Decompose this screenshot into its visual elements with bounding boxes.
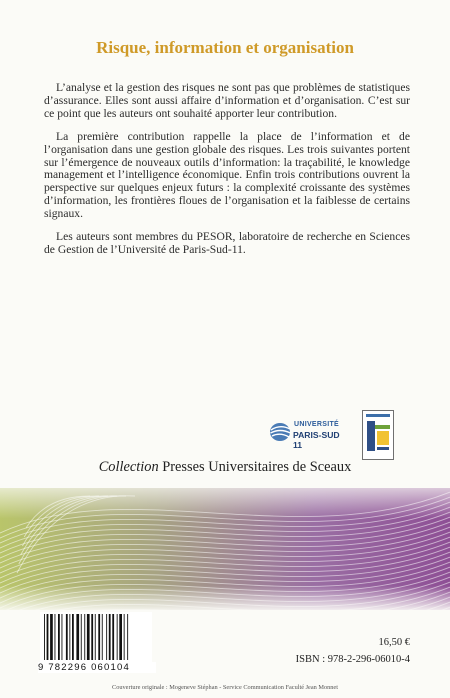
book-title: Risque, information et organisation <box>96 38 354 57</box>
barcode-bar <box>69 614 70 660</box>
isbn: ISBN : 978-2-296-06010-4 <box>295 654 410 665</box>
collection-name: Presses Universitaires de Sceaux <box>158 459 352 475</box>
barcode-bar <box>84 614 85 660</box>
decorative-wave-art <box>0 488 450 610</box>
barcode-bar <box>119 614 122 660</box>
collection-line <box>0 459 450 476</box>
barcode-bar <box>124 614 125 660</box>
paragraph-contributions: La première contribution rappelle la place de l’information et de l’organisation dans une gestion globale des risques. Les trois suivantes portent sur l’émergence de nouveaux outils d’information: la traçabilité, le knowledge management et l’intelligence économique. Enfin trois contributions ouvrent la perspective sur quelques enjeux futurs : la complexité croissante des systèmes d’information, les frontières floues de l’organisation et la faiblesse de certains signaux. <box>44 129 410 221</box>
barcode-bar <box>91 614 93 660</box>
barcode-bar <box>47 614 49 660</box>
back-cover-text <box>44 82 410 267</box>
barcode-bar <box>72 614 74 660</box>
price: 16,50 € <box>378 637 410 648</box>
barcode-bar <box>102 614 103 660</box>
barcode-bar <box>44 614 45 660</box>
paragraph-authors: Les auteurs sont membres du PESOR, laboratoire de recherche en Sciences de Gestion de l’Université de Paris-Sud-11. <box>44 230 410 256</box>
barcode-bar <box>76 614 79 660</box>
barcode-bar <box>109 614 111 660</box>
barcode-bar <box>66 614 68 660</box>
cover-credits: Couverture originale : Mogeneve Stéphan - Service Communication Faculté Jean Monnet <box>112 684 338 691</box>
barcode-bar <box>50 614 53 660</box>
barcode-bar <box>87 614 90 660</box>
faculte-jean-monnet-logo <box>362 410 394 460</box>
paragraph-intro: L’analyse et la gestion des risques ne sont pas que problèmes de statistiques d’assurance. Elles sont aussi affaire d’information et d’organisation. C’est sur ce point que les auteurs ont souhaité apporter leur contribution. <box>44 81 410 120</box>
barcode-bar <box>55 614 56 660</box>
barcode-bar <box>98 614 100 660</box>
university-globe-icon <box>268 420 294 444</box>
universite-paris-sud-logo <box>268 418 350 448</box>
university-logo-line1: UNIVERSITÉ <box>294 421 340 428</box>
barcode-bar <box>62 614 63 660</box>
barcode-bar <box>106 614 107 660</box>
university-logo-line2: PARIS-SUD 11 <box>293 430 340 450</box>
barcode-bar <box>81 614 82 660</box>
barcode-number: 9 782296 060104 <box>38 662 156 673</box>
barcode-bar <box>112 614 114 660</box>
collection-label: Collection <box>98 459 159 475</box>
barcode-bar <box>95 614 96 660</box>
barcode-bar <box>117 614 118 660</box>
barcode-bar <box>127 614 128 660</box>
barcode-bar <box>58 614 60 660</box>
